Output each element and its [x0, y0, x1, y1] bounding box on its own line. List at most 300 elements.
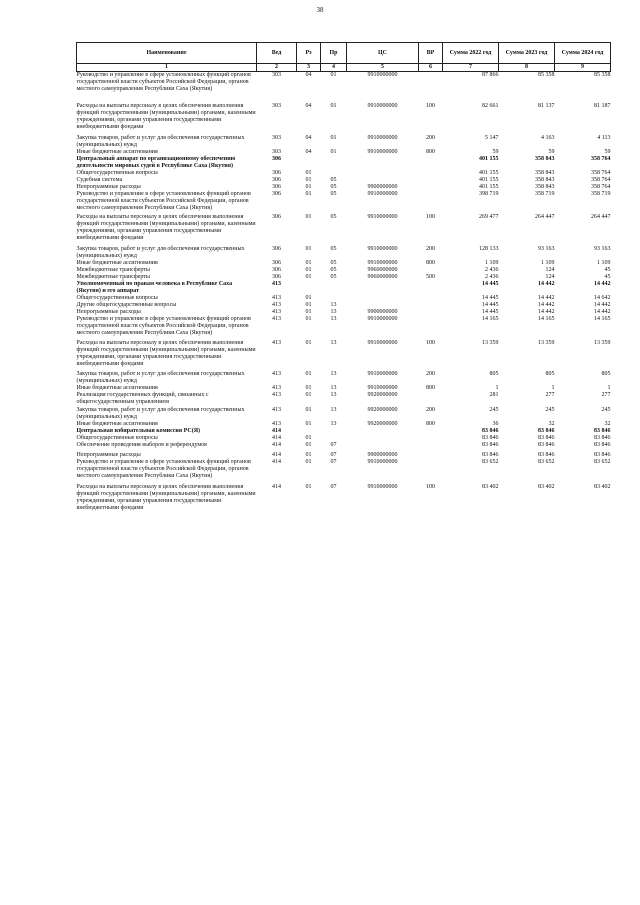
- cell-pr: 05: [330, 267, 337, 273]
- column-number: 6: [419, 64, 443, 72]
- cell-ved: 306: [272, 246, 281, 252]
- cell-pr: 05: [330, 190, 337, 197]
- cell-pr: 13: [330, 309, 337, 315]
- cell-sum-2024: 1 109: [597, 260, 611, 266]
- cell-rz: 01: [305, 370, 312, 377]
- cell-ved: 303: [272, 134, 281, 141]
- cell-rz: 01: [305, 190, 312, 197]
- cell-pr: [321, 435, 347, 442]
- cell-sum-2024: 4 113: [597, 134, 611, 141]
- cell-name: Закупка товаров, работ и услуг для обеспечения государственных (муниципальных) нужд: [76, 406, 245, 420]
- cell-name: Руководство и управление в сфере установленных функций органов государственной власти субъектов Российской Федерации, органов местного самоуправления Республики Саха (Якутия): [76, 72, 251, 92]
- cell-rz: 01: [305, 302, 312, 308]
- cell-sum-2022: 1 109: [485, 260, 499, 266]
- cell-cs: 9910000000: [367, 148, 398, 155]
- cell-name: Иные бюджетные ассигнования: [76, 384, 158, 391]
- cell-rz: 01: [305, 441, 312, 448]
- cell-ved: 413: [272, 384, 281, 391]
- cell-cs: 9960000000: [367, 267, 398, 273]
- table-row: [77, 156, 611, 170]
- cell-name: Уполномоченный по правам человека в Республике Саха (Якутия) и его аппарат: [76, 281, 233, 294]
- cell-rz: 01: [305, 483, 312, 490]
- cell-rz: 01: [305, 295, 312, 301]
- column-number: 4: [321, 64, 347, 72]
- cell-ved: 413: [272, 309, 281, 315]
- cell-cs: [347, 156, 419, 170]
- cell-name: Центральная избирательная комиссия РС(Я): [76, 427, 201, 434]
- cell-pr: [321, 170, 347, 177]
- cell-vr: 100: [426, 339, 435, 346]
- cell-pr: 05: [330, 176, 337, 183]
- cell-pr: 05: [330, 274, 337, 280]
- table-row: [77, 452, 611, 459]
- cell-sum-2022: 128 133: [479, 246, 499, 252]
- cell-name: Руководство и управление в сфере установленных функций органов государственной власти субъектов Российской Федерации, органов местного самоуправления Республики Саха (Якутия): [76, 316, 251, 336]
- cell-ved: 413: [272, 420, 281, 427]
- cell-ved: 306: [272, 274, 281, 280]
- cell-sum-2022: 5 147: [485, 134, 499, 141]
- cell-name: Расходы на выплаты персоналу в целях обеспечения выполнения функций государственными (муниципальными) органами, казенными учреждениями, органами управления государственными внебюджетными фондами: [76, 102, 256, 130]
- cell-pr: [321, 428, 347, 435]
- table-row: [77, 302, 611, 309]
- cell-sum-2023: 1 109: [541, 260, 555, 266]
- cell-cs: [347, 177, 419, 184]
- cell-rz: [297, 156, 321, 170]
- cell-sum-2022: 14 445: [482, 281, 499, 287]
- cell-pr: 13: [330, 339, 337, 346]
- cell-sum-2023: 14 165: [538, 316, 555, 322]
- cell-sum-2023: 32: [548, 420, 555, 427]
- cell-rz: 01: [305, 406, 312, 413]
- cell-sum-2024: 83 652: [594, 459, 611, 465]
- cell-sum-2022: 398 719: [479, 190, 499, 197]
- cell-sum-2023: 83 846: [538, 434, 555, 441]
- table-row: [77, 340, 611, 368]
- cell-sum-2023: 83 652: [538, 459, 555, 465]
- cell-rz: 04: [305, 102, 312, 109]
- cell-sum-2024: 45: [604, 267, 611, 273]
- cell-sum-2024: 45: [604, 274, 611, 280]
- cell-ved: 413: [272, 370, 281, 377]
- cell-rz: 01: [305, 169, 312, 176]
- cell-vr: 200: [426, 134, 435, 141]
- cell-sum-2024: 14 442: [594, 281, 611, 287]
- cell-sum-2023: 14 442: [538, 281, 555, 287]
- cell-vr: [419, 442, 443, 449]
- header-rz: Рз: [297, 43, 321, 64]
- cell-pr: 07: [330, 441, 337, 448]
- table-row: [77, 385, 611, 392]
- cell-name: Непрограммные расходы: [76, 309, 141, 315]
- cell-pr: 01: [330, 134, 337, 141]
- cell-name: Закупка товаров, работ и услуг для обеспечения государственных (муниципальных) нужд: [76, 370, 245, 384]
- cell-vr: 200: [426, 370, 435, 377]
- cell-ved: 306: [272, 169, 281, 176]
- cell-cs: 9910000000: [367, 102, 398, 109]
- cell-vr: 800: [426, 148, 435, 155]
- cell-cs: 9910000000: [367, 260, 398, 266]
- cell-sum-2024: 245: [601, 406, 611, 413]
- table-row: [77, 371, 611, 385]
- cell-name: Непрограммные расходы: [76, 183, 141, 190]
- cell-name: Закупка товаров, работ и услуг для обеспечения государственных (муниципальных) нужд: [76, 134, 245, 148]
- cell-rz: 04: [305, 134, 312, 141]
- cell-sum-2024: 14 165: [594, 316, 611, 322]
- cell-ved: 306: [272, 214, 281, 220]
- cell-ved: 413: [272, 316, 281, 322]
- cell-sum-2023: 1: [551, 384, 555, 391]
- row-spacer: [77, 93, 611, 103]
- cell-vr: 500: [426, 274, 435, 280]
- cell-name: Судебная система: [76, 176, 123, 183]
- cell-sum-2024: 358 764: [591, 169, 611, 176]
- cell-rz: [297, 281, 321, 295]
- cell-vr: [419, 267, 443, 274]
- cell-sum-2022: 1: [495, 384, 499, 391]
- cell-vr: 200: [426, 406, 435, 413]
- cell-sum-2023: 358 843: [535, 169, 555, 176]
- cell-cs: 9910000000: [367, 190, 398, 197]
- cell-pr: 05: [330, 260, 337, 266]
- cell-vr: [419, 452, 443, 459]
- cell-sum-2023: 358 843: [535, 183, 555, 190]
- cell-ved: 303: [272, 148, 281, 155]
- cell-rz: 01: [305, 452, 312, 458]
- table-row: [77, 309, 611, 316]
- cell-vr: 800: [426, 260, 435, 266]
- cell-sum-2022: 401 155: [479, 183, 499, 190]
- table-row: [77, 428, 611, 435]
- cell-pr: 13: [330, 406, 337, 413]
- cell-name: Закупка товаров, работ и услуг для обеспечения государственных (муниципальных) нужд: [76, 246, 245, 259]
- cell-ved: 413: [272, 295, 281, 301]
- table-row: [77, 170, 611, 177]
- cell-ved: 306: [272, 176, 281, 183]
- table-row: [77, 72, 611, 94]
- cell-rz: 04: [305, 148, 312, 155]
- cell-vr: 100: [426, 102, 435, 109]
- cell-name: Обеспечение проведения выборов и референдумов: [76, 441, 207, 448]
- header-sum-2024: Сумма 2024 год: [555, 43, 611, 64]
- cell-name: Межбюджетные трансферты: [76, 267, 150, 273]
- table-row: [77, 316, 611, 337]
- cell-sum-2023: 13 359: [538, 339, 555, 346]
- cell-vr: [419, 295, 443, 302]
- cell-vr: [419, 309, 443, 316]
- cell-name: Иные бюджетные ассигнования: [76, 420, 158, 427]
- cell-rz: 01: [305, 391, 312, 398]
- table-row: [77, 407, 611, 421]
- cell-sum-2024: 358 764: [591, 155, 611, 162]
- cell-sum-2023: 83 846: [538, 427, 555, 434]
- cell-cs: 9920000000: [367, 420, 398, 427]
- cell-cs: 9900000000: [367, 183, 398, 190]
- cell-ved: 306: [272, 155, 281, 162]
- cell-ved: 306: [272, 190, 281, 197]
- cell-sum-2022: 36: [492, 420, 499, 427]
- cell-name: Общегосударственные вопросы: [76, 434, 158, 441]
- column-number: 5: [347, 64, 419, 72]
- cell-sum-2022: 83 402: [482, 483, 499, 490]
- table-row: [77, 246, 611, 260]
- cell-sum-2023: 4 163: [541, 134, 555, 141]
- cell-name: Расходы на выплаты персоналу в целях обеспечения выполнения функций государственными (муниципальными) органами, казенными учреждениями, органами управления государственными внебюджетными фондами: [76, 214, 256, 241]
- cell-sum-2024: 805: [601, 370, 611, 377]
- cell-rz: 01: [305, 267, 312, 273]
- cell-rz: 01: [305, 274, 312, 280]
- cell-rz: 01: [305, 246, 312, 252]
- table-body: [77, 72, 611, 512]
- cell-cs: 9910000000: [367, 483, 398, 490]
- column-number: 8: [499, 64, 555, 72]
- cell-sum-2022: 2 436: [485, 274, 499, 280]
- cell-pr: 13: [330, 316, 337, 322]
- cell-rz: 01: [305, 309, 312, 315]
- cell-cs: 9910000000: [367, 384, 398, 391]
- cell-sum-2023: 14 442: [538, 302, 555, 308]
- cell-vr: [419, 72, 443, 94]
- cell-sum-2024: 14 642: [594, 295, 611, 301]
- cell-cs: 9910000000: [367, 370, 398, 377]
- cell-sum-2022: 14 445: [482, 309, 499, 315]
- cell-sum-2024: 85 358: [594, 72, 611, 78]
- cell-rz: 01: [305, 459, 312, 465]
- cell-rz: 01: [305, 260, 312, 266]
- cell-sum-2024: 83 846: [594, 452, 611, 458]
- cell-vr: [419, 316, 443, 337]
- cell-sum-2024: 83 846: [594, 441, 611, 448]
- cell-rz: 01: [305, 339, 312, 346]
- cell-cs: 9910000000: [367, 72, 398, 78]
- cell-sum-2023: 14 442: [538, 295, 555, 301]
- cell-sum-2024: 13 359: [594, 339, 611, 346]
- header-sum-2023: Сумма 2023 год: [499, 43, 555, 64]
- cell-cs: 9900000000: [367, 309, 398, 315]
- cell-sum-2022: 2 436: [485, 267, 499, 273]
- cell-ved: 413: [272, 391, 281, 398]
- cell-name: Общегосударственные вопросы: [76, 295, 158, 301]
- cell-sum-2023: 14 442: [538, 309, 555, 315]
- cell-sum-2024: 81 187: [594, 102, 611, 109]
- table-row: [77, 274, 611, 281]
- cell-cs: [347, 295, 419, 302]
- cell-ved: 414: [272, 459, 281, 465]
- column-number-row: [77, 64, 611, 72]
- cell-sum-2022: 14 445: [482, 302, 499, 308]
- cell-ved: 306: [272, 267, 281, 273]
- cell-pr: 13: [330, 302, 337, 308]
- cell-sum-2023: 93 163: [538, 246, 555, 252]
- cell-sum-2022: 14 445: [482, 295, 499, 301]
- cell-rz: 01: [305, 384, 312, 391]
- table-row: [77, 435, 611, 442]
- cell-sum-2023: 805: [545, 370, 555, 377]
- cell-vr: 100: [426, 483, 435, 490]
- table-row: [77, 184, 611, 191]
- cell-sum-2024: 1: [607, 384, 611, 391]
- cell-pr: 05: [330, 246, 337, 252]
- cell-ved: 414: [272, 434, 281, 441]
- table-row: [77, 177, 611, 184]
- cell-sum-2022: 281: [489, 391, 499, 398]
- cell-sum-2022: 83 652: [482, 459, 499, 465]
- cell-name: Межбюджетные трансферты: [76, 274, 150, 280]
- cell-sum-2023: 83 846: [538, 441, 555, 448]
- table-row: [77, 484, 611, 512]
- cell-cs: 9910000000: [367, 459, 398, 465]
- cell-cs: 9960000000: [367, 274, 398, 280]
- cell-sum-2022: 82 661: [482, 102, 499, 109]
- cell-ved: 303: [272, 72, 281, 78]
- cell-sum-2022: 269 477: [479, 214, 499, 220]
- cell-ved: 413: [272, 281, 281, 287]
- table-row: [77, 442, 611, 449]
- column-number: 3: [297, 64, 321, 72]
- cell-name: Руководство и управление в сфере установленных функций органов государственной власти субъектов Российской Федерации, органов местного самоуправления Республики Саха (Якутия): [76, 190, 251, 211]
- cell-name: Другие общегосударственные вопросы: [76, 302, 177, 308]
- cell-rz: 01: [305, 420, 312, 427]
- cell-sum-2024: 358 764: [591, 183, 611, 190]
- cell-sum-2022: 83 846: [482, 441, 499, 448]
- table-row: [77, 260, 611, 267]
- cell-name: Непрограммные расходы: [76, 452, 141, 458]
- cell-sum-2024: 59: [604, 148, 611, 155]
- header-name: Наименование: [77, 43, 257, 64]
- header-row: [77, 43, 611, 64]
- page-number: 38: [316, 6, 324, 14]
- cell-vr: [419, 184, 443, 191]
- cell-pr: 05: [330, 183, 337, 190]
- cell-sum-2022: 83 846: [482, 427, 499, 434]
- cell-vr: 800: [426, 384, 435, 391]
- cell-rz: 04: [305, 72, 312, 78]
- cell-name: Общегосударственные вопросы: [76, 169, 158, 176]
- cell-vr: [419, 191, 443, 212]
- cell-vr: [419, 156, 443, 170]
- cell-cs: 9910000000: [367, 214, 398, 220]
- header-sum-2022: Сумма 2022 год: [443, 43, 499, 64]
- cell-ved: 414: [272, 441, 281, 448]
- header-vr: ВР: [419, 43, 443, 64]
- cell-sum-2022: 805: [489, 370, 499, 377]
- header-cs: ЦС: [347, 43, 419, 64]
- cell-pr: [321, 156, 347, 170]
- cell-cs: 9910000000: [367, 246, 398, 252]
- cell-pr: 13: [330, 420, 337, 427]
- cell-sum-2023: 358 843: [535, 155, 555, 162]
- cell-sum-2023: 124: [545, 274, 555, 280]
- cell-sum-2023: 358 719: [535, 190, 555, 197]
- cell-cs: 9910000000: [367, 339, 398, 346]
- cell-ved: 303: [272, 102, 281, 109]
- cell-sum-2022: 59: [492, 148, 499, 155]
- cell-pr: [321, 281, 347, 295]
- cell-cs: [347, 442, 419, 449]
- cell-sum-2022: 83 846: [482, 434, 499, 441]
- cell-name: Расходы на выплаты персоналу в целях обеспечения выполнения функций государственными (муниципальными) органами, казенными учреждениями, органами управления государственными внебюджетными фондами: [76, 339, 256, 367]
- cell-sum-2022: 87 866: [482, 72, 499, 78]
- column-number: 2: [257, 64, 297, 72]
- cell-cs: [347, 435, 419, 442]
- cell-ved: 413: [272, 339, 281, 346]
- cell-vr: 800: [426, 420, 435, 427]
- cell-cs: 9910000000: [367, 134, 398, 141]
- cell-sum-2022: 401 155: [479, 169, 499, 176]
- table-row: [77, 214, 611, 242]
- table-row: [77, 267, 611, 274]
- cell-pr: 13: [330, 391, 337, 398]
- column-number: 9: [555, 64, 611, 72]
- cell-sum-2022: 13 359: [482, 339, 499, 346]
- cell-sum-2023: 83 846: [538, 452, 555, 458]
- header-pr: Пр: [321, 43, 347, 64]
- cell-ved: 306: [272, 183, 281, 190]
- cell-vr: [419, 435, 443, 442]
- cell-sum-2023: 264 447: [535, 214, 555, 220]
- cell-name: Центральный аппарат по организационному обеспечению деятельности мировых судей в Республике Саха (Якутия): [76, 155, 236, 169]
- cell-name: Иные бюджетные ассигнования: [76, 260, 158, 266]
- cell-sum-2024: 32: [604, 420, 611, 427]
- cell-vr: 200: [426, 246, 435, 252]
- table-row: [77, 103, 611, 131]
- cell-vr: 100: [426, 214, 435, 220]
- cell-vr: [419, 428, 443, 435]
- table-row: [77, 281, 611, 295]
- table-row: [77, 421, 611, 428]
- cell-sum-2023: 358 843: [535, 176, 555, 183]
- cell-sum-2024: 14 442: [594, 302, 611, 308]
- cell-sum-2024: 93 163: [594, 246, 611, 252]
- cell-pr: [321, 295, 347, 302]
- cell-pr: 01: [330, 72, 337, 78]
- cell-sum-2024: 358 764: [591, 176, 611, 183]
- header-ved: Вед: [257, 43, 297, 64]
- cell-sum-2023: 83 402: [538, 483, 555, 490]
- cell-pr: 13: [330, 384, 337, 391]
- cell-sum-2024: 83 846: [594, 427, 611, 434]
- cell-name: Реализация государственных функций, связанных с общегосударственным управлением: [76, 391, 209, 405]
- cell-sum-2023: 81 137: [538, 102, 555, 109]
- cell-cs: 9910000000: [367, 316, 398, 322]
- cell-vr: [419, 459, 443, 480]
- cell-sum-2023: 245: [545, 406, 555, 413]
- table-row: [77, 135, 611, 149]
- cell-ved: 414: [272, 427, 281, 434]
- cell-pr: 01: [330, 102, 337, 109]
- cell-ved: 413: [272, 406, 281, 413]
- cell-cs: 9920000000: [367, 406, 398, 413]
- cell-sum-2024: 14 442: [594, 309, 611, 315]
- cell-sum-2022: 401 155: [479, 176, 499, 183]
- cell-pr: 05: [330, 214, 337, 220]
- cell-sum-2022: 83 846: [482, 452, 499, 458]
- cell-pr: 07: [330, 459, 337, 465]
- table-row: [77, 459, 611, 480]
- cell-rz: [297, 428, 321, 435]
- column-number: 7: [443, 64, 499, 72]
- cell-pr: 01: [330, 148, 337, 155]
- cell-sum-2024: 277: [601, 391, 611, 398]
- cell-sum-2023: 59: [548, 148, 555, 155]
- cell-pr: 07: [330, 452, 337, 458]
- cell-sum-2022: 401 155: [479, 155, 499, 162]
- cell-sum-2024: 264 447: [591, 214, 611, 220]
- cell-ved: 413: [272, 302, 281, 308]
- cell-cs: [347, 170, 419, 177]
- cell-pr: 13: [330, 370, 337, 377]
- cell-sum-2024: 83 402: [594, 483, 611, 490]
- cell-cs: [347, 302, 419, 309]
